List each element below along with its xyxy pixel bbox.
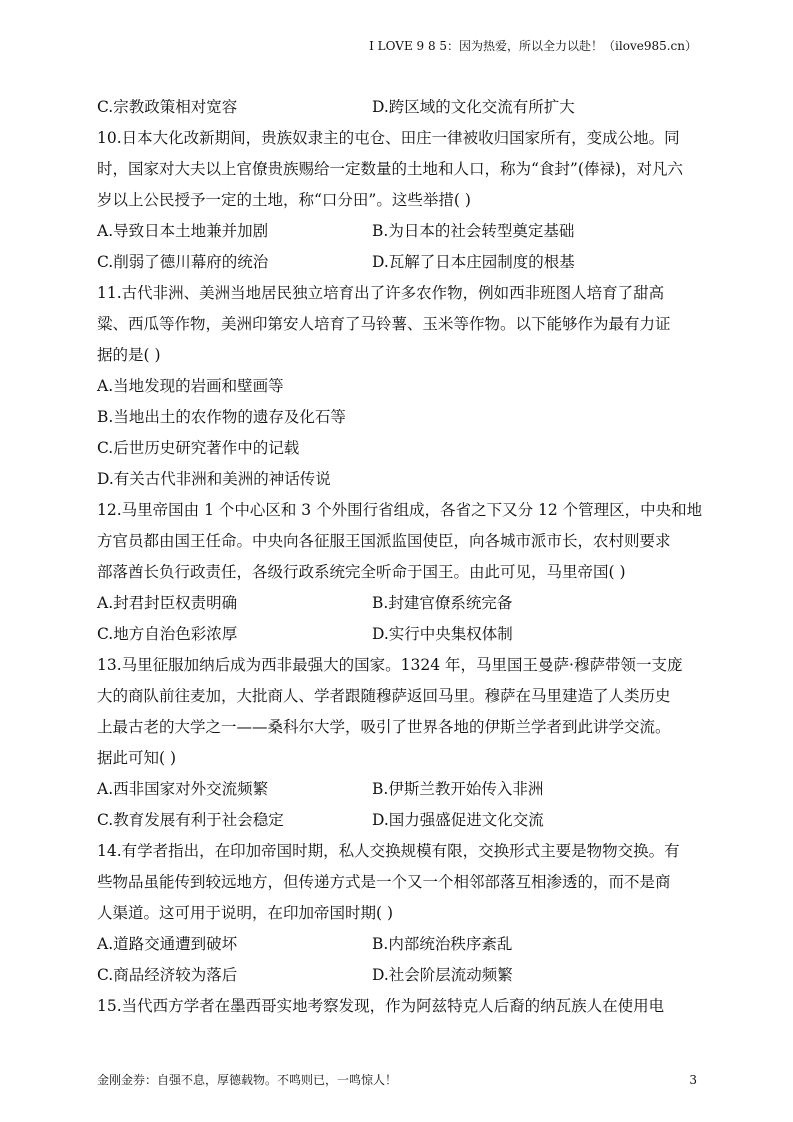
question-list xyxy=(97,123,703,1022)
option-row xyxy=(97,588,697,619)
answer-option: A.封君封臣权责明确 xyxy=(97,594,238,612)
page-header: I LOVE 9 8 5：因为热爱，所以全力以赴！（ilove985.cn） xyxy=(369,39,697,53)
answer-option: B.为日本的社会转型奠定基础 xyxy=(372,222,575,240)
answer-option: A.当地发现的岩画和壁画等 xyxy=(97,377,284,395)
option-row xyxy=(97,371,697,402)
question-stem-line: 15.当代西方学者在墨西哥实地考察发现，作为阿兹特克人后裔的纳瓦族人在使用电 xyxy=(97,997,665,1015)
answer-option: D.国力强盛促进文化交流 xyxy=(372,811,544,829)
question-stem-line: 些物品虽能传到较远地方，但传递方式是一个又一个相邻部落互相渗透的，而不是商 xyxy=(97,873,671,891)
question-stem xyxy=(97,495,703,588)
question-stem-line: 方官员都由国王任命。中央向各征服王国派监国使臣，向各城市派市长，农村则要求 xyxy=(97,532,671,550)
question-stem xyxy=(97,123,697,216)
option-row xyxy=(97,247,697,278)
answer-option: A.西非国家对外交流频繁 xyxy=(97,780,269,798)
option-row xyxy=(97,929,697,960)
question-stem-line: 据此可知( ) xyxy=(97,749,177,767)
question-block xyxy=(97,123,697,278)
question-stem xyxy=(97,278,697,371)
option-row xyxy=(97,805,697,836)
question-block xyxy=(97,650,697,836)
question-block xyxy=(97,991,697,1022)
answer-option: A.导致日本土地兼并加剧 xyxy=(97,222,269,240)
question-block xyxy=(97,836,697,991)
answer-option: C.商品经济较为落后 xyxy=(97,966,238,984)
answer-option: B.当地出土的农作物的遗存及化石等 xyxy=(97,408,346,426)
question-stem-line: 11.古代非洲、美洲当地居民独立培育出了许多农作物，例如西非班图人培育了甜高 xyxy=(97,284,665,302)
answer-option: C.削弱了德川幕府的统治 xyxy=(97,253,269,271)
question-stem xyxy=(97,650,697,774)
answer-option: C.教育发展有利于社会稳定 xyxy=(97,811,284,829)
answer-option: B.内部统治秩序紊乱 xyxy=(372,935,513,953)
answer-option: B.封建官僚系统完备 xyxy=(372,594,513,612)
question-stem-line: 14.有学者指出，在印加帝国时期，私人交换规模有限，交换形式主要是物物交换。有 xyxy=(97,842,680,860)
question-stem-line: 部落酋长负行政责任，各级行政系统完全听命于国王。由此可见，马里帝国( ) xyxy=(97,563,626,581)
document-body xyxy=(97,92,703,1022)
question-stem-line: 时，国家对大夫以上官僚贵族赐给一定数量的土地和人口，称为“食封”(俸禄)，对凡六 xyxy=(97,160,683,178)
question-stem-line: 人渠道。这可用于说明，在印加帝国时期( ) xyxy=(97,904,394,922)
question-block xyxy=(97,278,697,495)
question-stem-line: 据的是( ) xyxy=(97,346,161,364)
question-stem-line: 13.马里征服加纳后成为西非最强大的国家。1324 年，马里国王曼萨·穆萨带领一支庞 xyxy=(97,656,683,674)
footer-motto: 金刚金券：自强不息，厚德载物。不鸣则已，一鸣惊人！ xyxy=(97,1073,398,1087)
question-block xyxy=(97,495,703,650)
answer-option: A.道路交通遭到破坏 xyxy=(97,935,238,953)
answer-option: B.伊斯兰教开始传入非洲 xyxy=(372,780,544,798)
page-number: 3 xyxy=(689,1073,697,1087)
previous-question-options xyxy=(97,92,697,123)
option-row xyxy=(97,402,697,433)
question-stem-line: 12.马里帝国由 1 个中心区和 3 个外围行省组成，各省之下又分 12 个管理区，中央和地 xyxy=(97,501,703,519)
answer-option: C.后世历史研究著作中的记载 xyxy=(97,439,300,457)
option-c: C.宗教政策相对宽容 xyxy=(97,98,238,116)
answer-option: D.瓦解了日本庄园制度的根基 xyxy=(372,253,575,271)
question-stem-line: 大的商队前往麦加，大批商人、学者跟随穆萨返回马里。穆萨在马里建造了人类历史 xyxy=(97,687,671,705)
question-stem-line: 10.日本大化改新期间，贵族奴隶主的屯仓、田庄一律被收归国家所有，变成公地。同 xyxy=(97,129,680,147)
question-stem-line: 上最古老的大学之一——桑科尔大学，吸引了世界各地的伊斯兰学者到此讲学交流。 xyxy=(97,718,671,736)
question-stem xyxy=(97,991,697,1022)
answer-option: D.有关古代非洲和美洲的神话传说 xyxy=(97,470,331,488)
answer-option: C.地方自治色彩浓厚 xyxy=(97,625,238,643)
option-row xyxy=(97,774,697,805)
option-d: D.跨区域的文化交流有所扩大 xyxy=(372,98,575,116)
answer-option: D.社会阶层流动频繁 xyxy=(372,966,513,984)
answer-option: D.实行中央集权体制 xyxy=(372,625,513,643)
option-row xyxy=(97,216,697,247)
question-stem-line: 岁以上公民授予一定的土地，称“口分田”。这些举措( ) xyxy=(97,191,471,209)
question-stem xyxy=(97,836,697,929)
option-row xyxy=(97,619,697,650)
option-row xyxy=(97,433,697,464)
question-stem-line: 粱、西瓜等作物，美洲印第安人培育了马铃薯、玉米等作物。以下能够作为最有力证 xyxy=(97,315,671,333)
option-row xyxy=(97,464,697,495)
option-row xyxy=(97,960,697,991)
